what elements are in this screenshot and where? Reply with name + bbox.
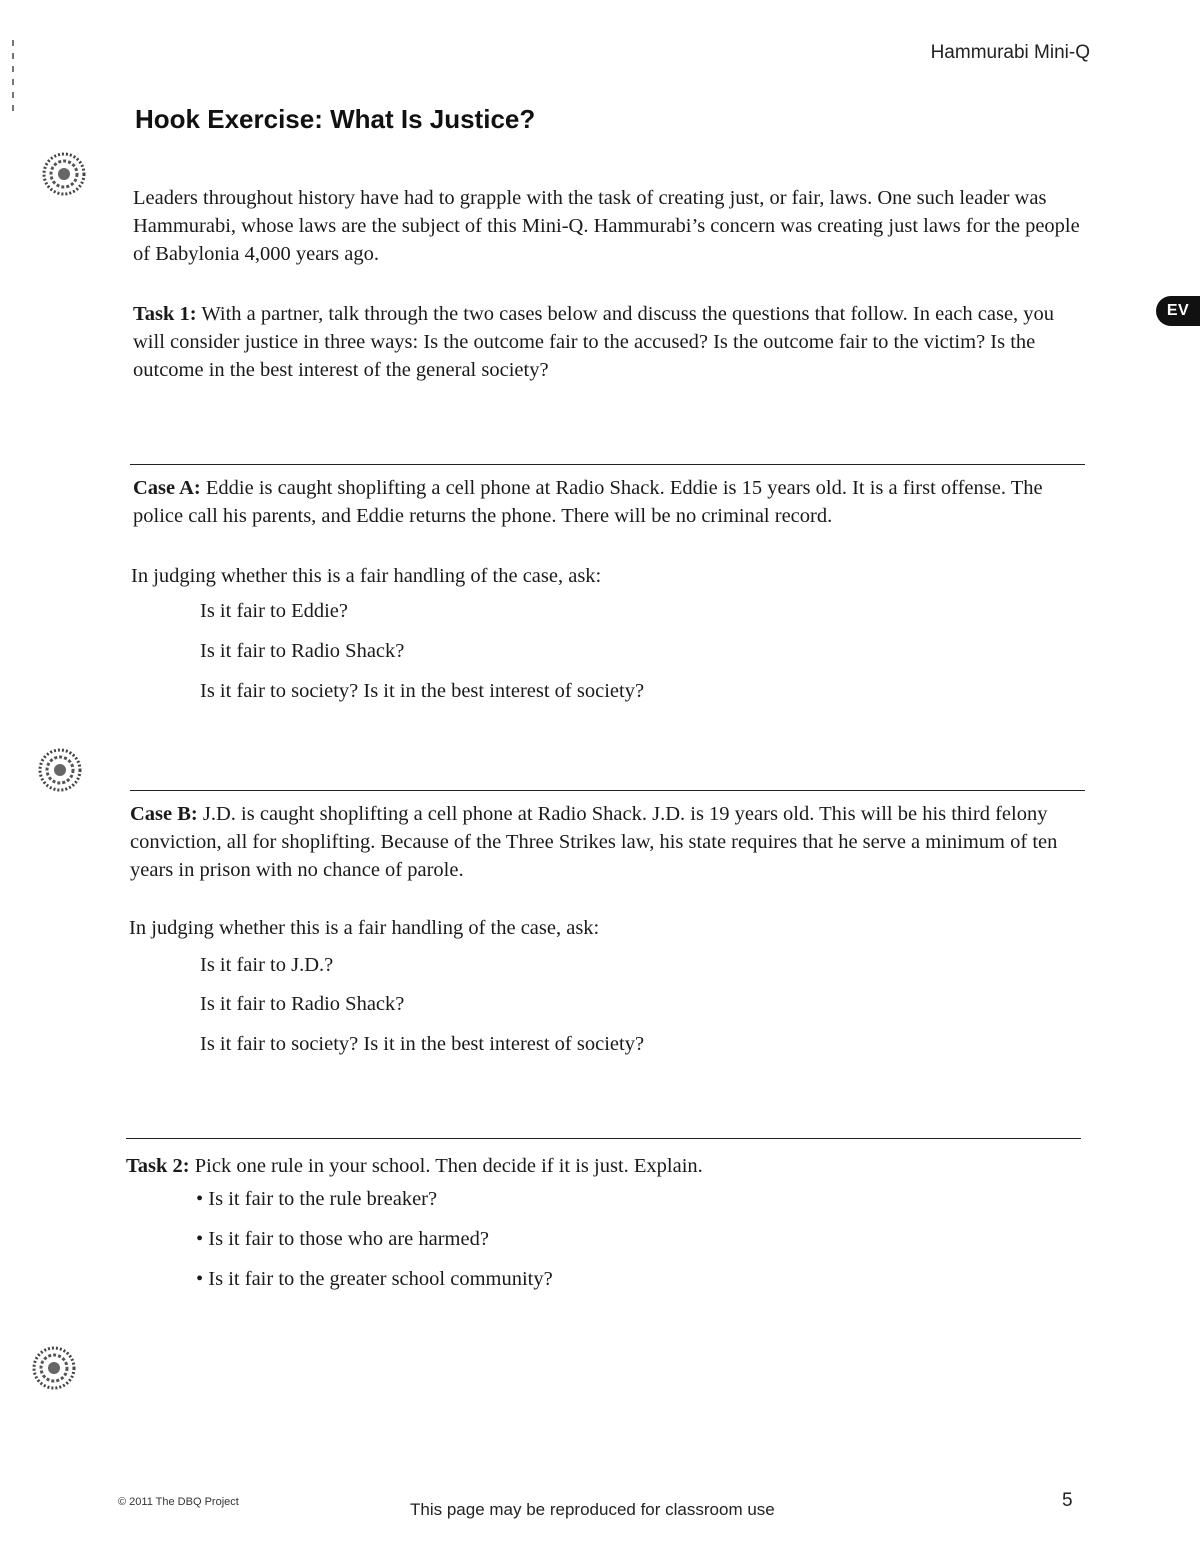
case-b-question: Is it fair to J.D.? <box>200 954 334 976</box>
divider <box>130 464 1085 465</box>
case-a-question: Is it fair to society? Is it in the best interest of society? <box>200 680 645 702</box>
case-b-prompt: In judging whether this is a fair handling of the case, ask: <box>129 917 600 939</box>
case-a-prompt: In judging whether this is a fair handling of the case, ask: <box>131 565 602 587</box>
case-b-paragraph <box>130 800 1080 884</box>
case-b-question: Is it fair to Radio Shack? <box>200 993 405 1015</box>
case-a-question: Is it fair to Eddie? <box>200 600 349 622</box>
case-a-paragraph <box>133 474 1083 530</box>
copyright-notice: © 2011 The DBQ Project <box>118 1496 239 1508</box>
page-number: 5 <box>1062 1490 1073 1511</box>
case-a-label: Case A: <box>133 477 201 499</box>
decorative-stamp-icon <box>36 746 84 794</box>
divider <box>130 790 1085 791</box>
case-b-question: Is it fair to society? Is it in the best interest of society? <box>200 1033 645 1055</box>
ev-badge: EV <box>1156 296 1200 326</box>
intro-paragraph: Leaders throughout history have had to grapple with the task of creating just, or fair, laws. One such leader was Hammurabi, whose laws are the subject of this Mini-Q. Hammurabi’s concern was creating just laws for the people of Babylonia 4,000 years ago. <box>133 187 1080 265</box>
reproduction-notice: This page may be reproduced for classroom use <box>410 1500 775 1519</box>
case-a-text: Eddie is caught shoplifting a cell phone at Radio Shack. Eddie is 15 years old. It is a first offense. The police call his parents, and Eddie returns the phone. There will be no criminal record. <box>133 477 1043 527</box>
task2-bullet: • Is it fair to the greater school community? <box>196 1268 553 1290</box>
case-b-label: Case B: <box>130 803 198 825</box>
page-title: Hook Exercise: What Is Justice? <box>135 104 536 134</box>
task2-paragraph <box>126 1152 1076 1180</box>
task2-text: Pick one rule in your school. Then decide if it is just. Explain. <box>189 1155 703 1177</box>
task2-bullet: • Is it fair to those who are harmed? <box>196 1228 489 1250</box>
case-a-question: Is it fair to Radio Shack? <box>200 640 405 662</box>
case-b-text: J.D. is caught shoplifting a cell phone at Radio Shack. J.D. is 19 years old. This will be his third felony conviction, all for shoplifting. Because of the Three Strikes law, his state requires that he serve a minimum of ten years in prison with no chance of parole. <box>130 803 1058 881</box>
task1-label: Task 1: <box>133 303 197 325</box>
task1-text: With a partner, talk through the two cases below and discuss the questions that follow. In each case, you will consider justice in three ways: Is the outcome fair to the accused? Is the outcome fair to the victim? Is the outcome in the best interest of the general society? <box>133 303 1055 381</box>
task2-label: Task 2: <box>126 1155 190 1177</box>
task2-bullet: • Is it fair to the rule breaker? <box>196 1188 438 1210</box>
running-header: Hammurabi Mini-Q <box>930 42 1090 63</box>
divider <box>126 1138 1081 1139</box>
decorative-stamp-icon <box>40 150 88 198</box>
binder-marks <box>12 40 16 140</box>
decorative-stamp-icon <box>30 1344 78 1392</box>
task1-paragraph <box>133 300 1083 384</box>
